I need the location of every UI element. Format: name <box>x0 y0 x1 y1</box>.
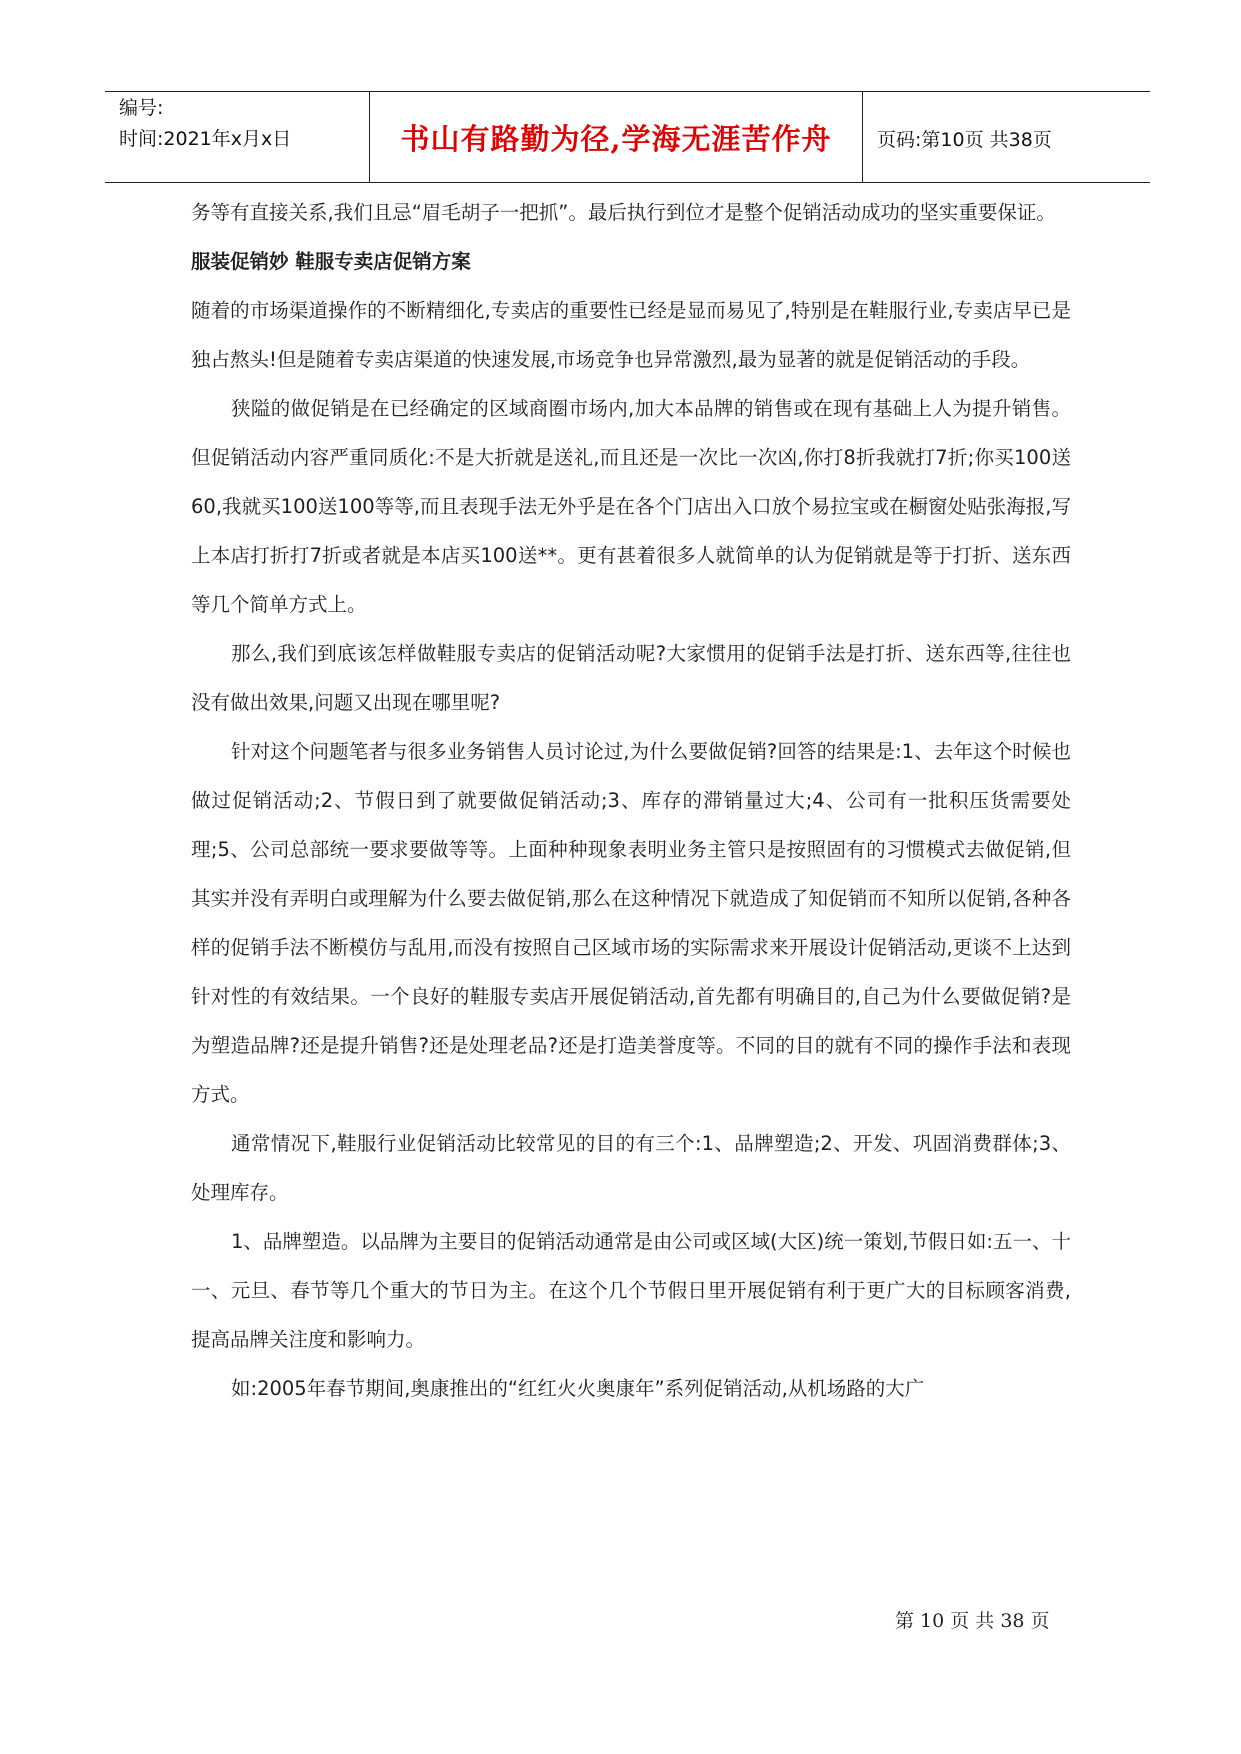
header-bottom-rule <box>105 182 1150 183</box>
body-paragraph: 随着的市场渠道操作的不断精细化,专卖店的重要性已经是显而易见了,特别是在鞋服行业,专卖店早已是独占熬头!但是随着专卖店渠道的快速发展,市场竞争也异常激烈,最为显著的就是促销活动的手段。 <box>191 299 1071 371</box>
header-meta <box>119 93 291 155</box>
header-divider <box>369 91 370 183</box>
body-paragraph: 如:2005年春节期间,奥康推出的“红红火火奥康年”系列促销活动,从机场路的大广 <box>231 1377 925 1400</box>
document-number-label: 编号: <box>119 97 164 119</box>
body-paragraph: 务等有直接关系,我们且忌“眉毛胡子一把抓”。最后执行到位才是整个促销活动成功的坚实重要保证。 <box>191 201 1056 224</box>
page-header <box>105 91 1150 183</box>
header-top-rule <box>105 91 1150 92</box>
document-time-label: 时间:2021年x月x日 <box>119 128 292 150</box>
body-paragraph: 1、品牌塑造。以品牌为主要目的促销活动通常是由公司或区域(大区)统一策划,节假日如:五一、十一、元旦、春节等几个重大的节日为主。在这个几个节假日里开展促销有利于更广大的目标顾客消费,提高品牌关注度和影响力。 <box>191 1230 1071 1351</box>
body-paragraph: 那么,我们到底该怎样做鞋服专卖店的促销活动呢?大家惯用的促销手法是打折、送东西等,往往也没有做出效果,问题又出现在哪里呢? <box>191 642 1071 714</box>
header-page-number: 页码:第10页 共38页 <box>877 129 1052 151</box>
body-paragraph: 针对这个问题笔者与很多业务销售人员讨论过,为什么要做促销?回答的结果是:1、去年这个时候也做过促销活动;2、节假日到了就要做促销活动;3、库存的滞销量过大;4、公司有一批积压货需要处理;5、公司总部统一要求要做等等。上面种种现象表明业务主管只是按照固有的习惯模式去做促销,但其实并没有弄明白或理解为什么要去做促销,那么在这种情况下就造成了知促销而不知所以促销,各种各样的促销手法不断模仿与乱用,而没有按照自己区域市场的实际需求来开展设计促销活动,更谈不上达到针对性的有效结果。一个良好的鞋服专卖店开展促销活动,首先都有明确目的,自己为什么要做促销?是为塑造品牌?还是提升销售?还是处理老品?还是打造美誉度等。不同的目的就有不同的操作手法和表现方式。 <box>191 740 1071 1106</box>
document-body <box>191 188 1071 1413</box>
header-divider <box>862 91 863 183</box>
body-paragraph: 通常情况下,鞋服行业促销活动比较常见的目的有三个:1、品牌塑造;2、开发、巩固消费群体;3、处理库存。 <box>191 1132 1071 1204</box>
header-motto: 书山有路勤为径,学海无涯苦作舟 <box>400 122 832 156</box>
page-footer: 第 10 页 共 38 页 <box>895 1610 1050 1632</box>
body-paragraph: 狭隘的做促销是在已经确定的区域商圈市场内,加大本品牌的销售或在现有基础上人为提升销售。但促销活动内容严重同质化:不是大折就是送礼,而且还是一次比一次凶,你打8折我就打7折;你买100送60,我就买100送100等等,而且表现手法无外乎是在各个门店出入口放个易拉宝或在橱窗处贴张海报,写上本店打折打7折或者就是本店买100送**。更有甚着很多人就简单的认为促销就是等于打折、送东西等几个简单方式上。 <box>191 397 1071 616</box>
section-heading: 服装促销妙 鞋服专卖店促销方案 <box>191 250 471 273</box>
